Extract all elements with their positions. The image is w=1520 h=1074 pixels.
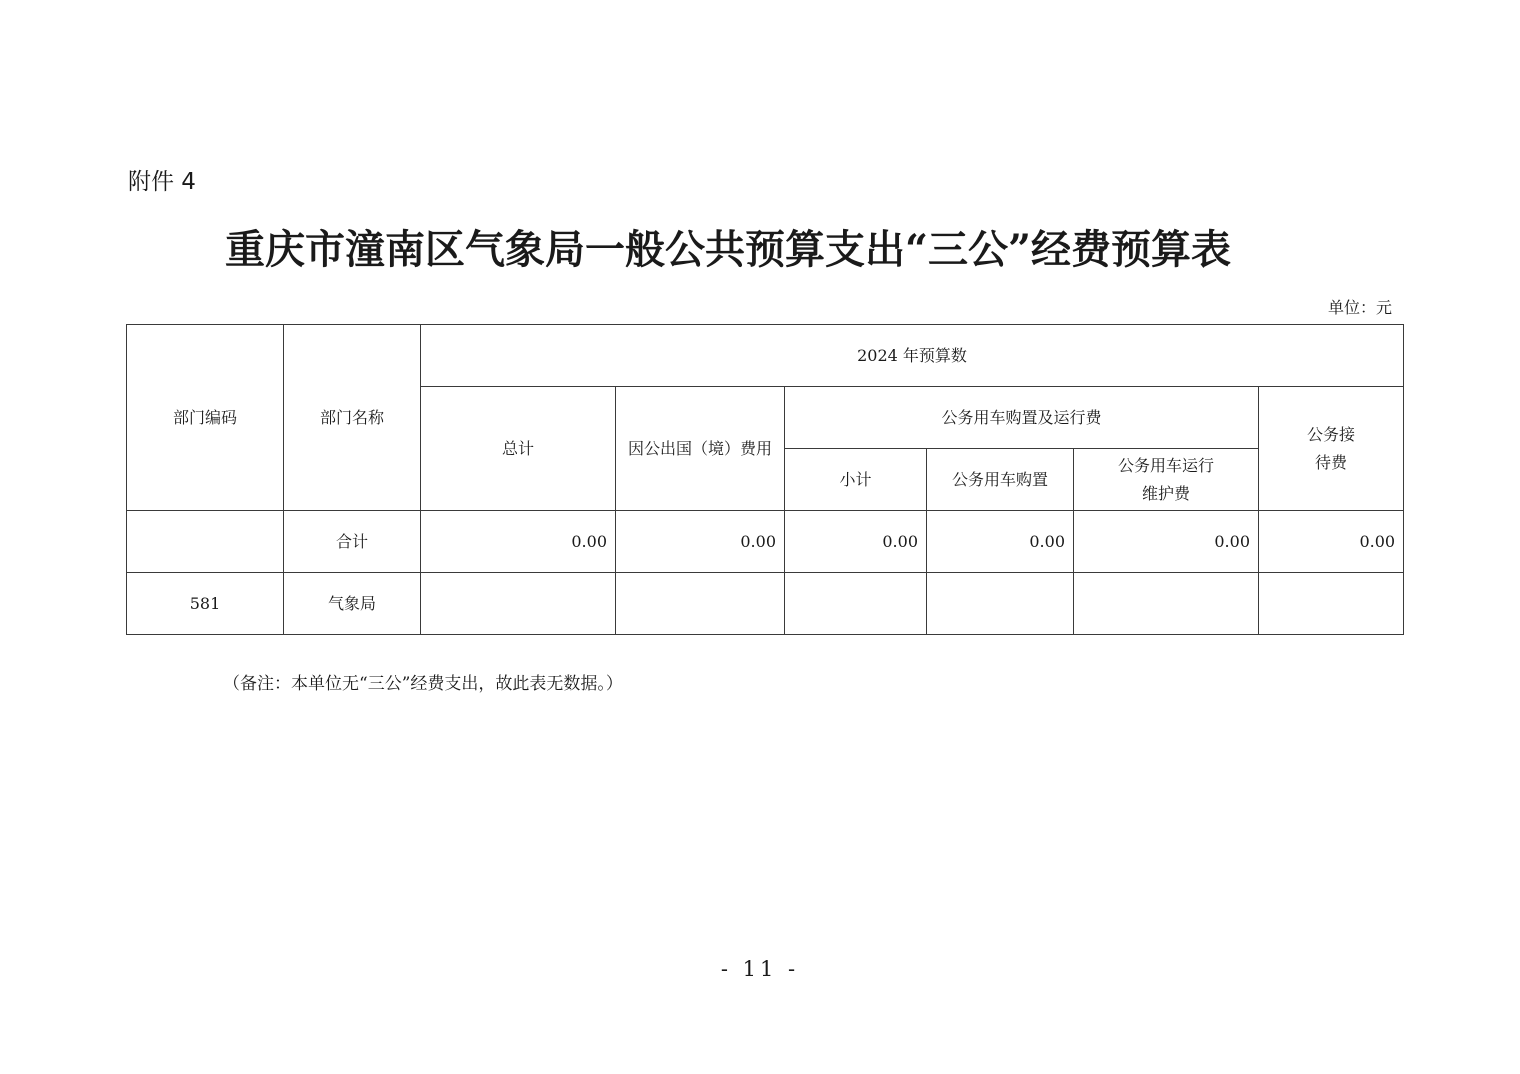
header-budget-year: 2024 年预算数: [421, 325, 1404, 387]
row-reception: [1259, 573, 1404, 635]
total-row-name: 合计: [284, 511, 421, 573]
table-note: （备注：本单位无“三公”经费支出，故此表无数据。）: [223, 674, 623, 694]
header-dept-name: 部门名称: [284, 325, 421, 511]
total-row-reception: 0.00: [1259, 511, 1404, 573]
table-row: [127, 573, 1404, 635]
row-vehicle-operation: [1074, 573, 1259, 635]
header-subtotal: 小计: [785, 449, 927, 511]
document-title: 重庆市潼南区气象局一般公共预算支出“三公”经费预算表: [224, 226, 1231, 273]
header-row-1: [127, 325, 1404, 387]
row-total: [421, 573, 616, 635]
header-vehicle-operation-text: 公务用车运行维护费: [1118, 455, 1215, 503]
attachment-label: 附件 4: [128, 169, 196, 195]
total-row-total: 0.00: [421, 511, 616, 573]
row-code: 581: [127, 573, 284, 635]
header-abroad-text: 因公出国（境）费用: [627, 438, 772, 458]
header-dept-code: 部门编码: [127, 325, 284, 511]
row-subtotal: [785, 573, 927, 635]
total-row-code: [127, 511, 284, 573]
header-total: 总计: [421, 387, 616, 511]
page-number: - 11 -: [720, 957, 800, 981]
header-vehicle-operation: [1074, 449, 1259, 511]
row-name: 气象局: [284, 573, 421, 635]
unit-label: 单位：元: [1327, 298, 1392, 317]
total-row-vehicle-operation: 0.00: [1074, 511, 1259, 573]
table-row-total: [127, 511, 1404, 573]
total-row-abroad: 0.00: [616, 511, 785, 573]
row-vehicle-purchase: [927, 573, 1074, 635]
header-abroad: [616, 387, 785, 511]
header-reception: [1259, 387, 1404, 511]
total-row-subtotal: 0.00: [785, 511, 927, 573]
row-abroad: [616, 573, 785, 635]
header-reception-text: 公务接待费: [1307, 424, 1356, 472]
budget-table: [126, 324, 1404, 635]
total-row-vehicle-purchase: 0.00: [927, 511, 1074, 573]
header-vehicle-purchase: 公务用车购置: [927, 449, 1074, 511]
header-vehicle-group: 公务用车购置及运行费: [785, 387, 1259, 449]
